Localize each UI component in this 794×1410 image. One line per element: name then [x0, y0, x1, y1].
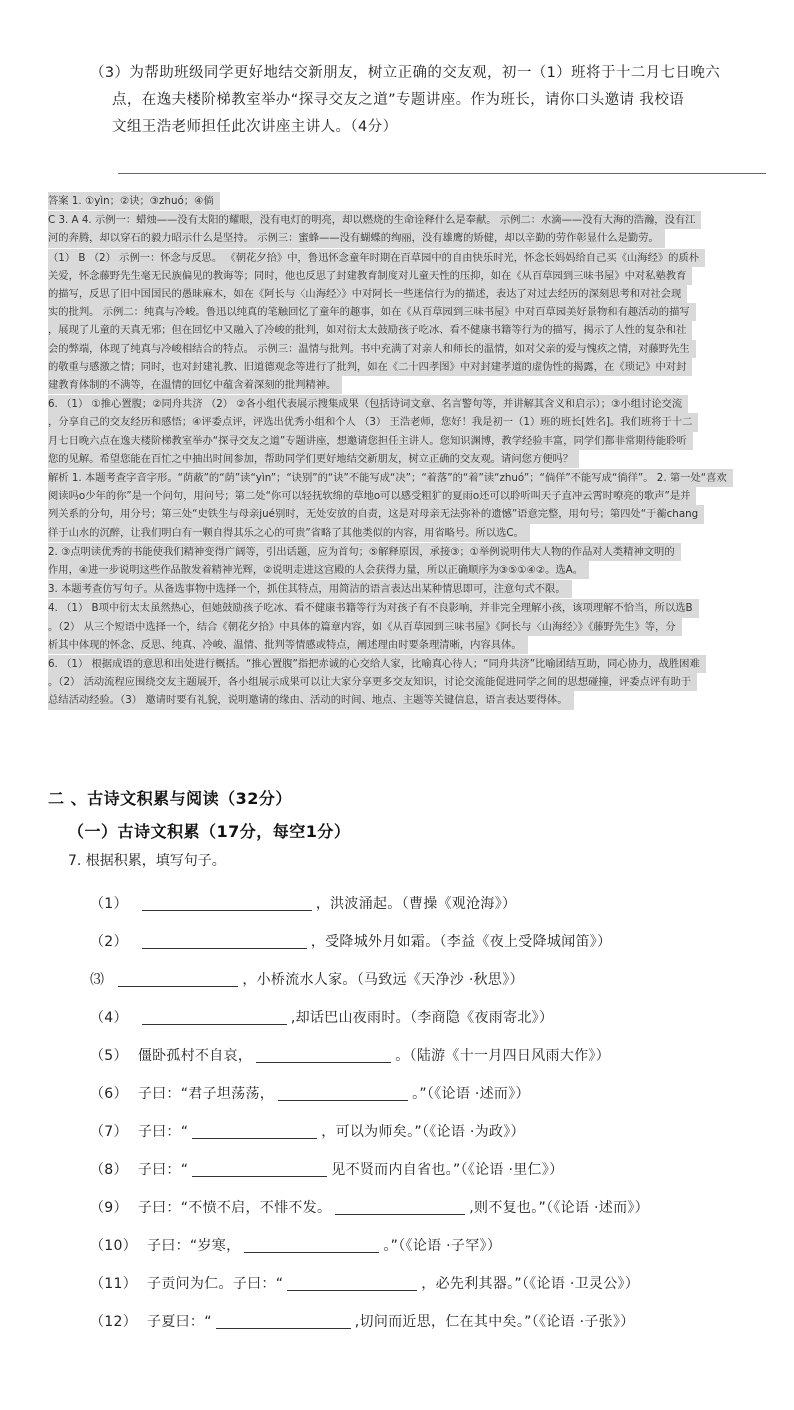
fill-in-item — [90, 1074, 790, 1112]
fill-in-item — [90, 1302, 790, 1340]
answer-text: ，展现了儿童的天真无邪；但在回忆中又融入了冷峻的批判，如对衍太太鼓励孩子吃冰、看不健康书籍等行为的描写，揭示了人性的复杂和社 — [48, 321, 692, 339]
item-number: （4） — [90, 1010, 128, 1026]
item-number: （12） — [90, 1314, 138, 1330]
fill-in-item — [90, 1112, 790, 1150]
answer-blank[interactable] — [192, 1162, 327, 1177]
answer-block — [48, 543, 794, 579]
item-prefix: 子贡问为仁。子曰：“ — [147, 1276, 284, 1292]
fill-in-item — [90, 1226, 790, 1264]
answer-text: 6. （1） ①推心置腹；②同舟共济 （2） ②各小组代表展示搜集成果（包括诗词文章、名言警句等，并讲解其含义和启示）；③小组讨论交流 — [48, 395, 688, 413]
answer-text: 会的弊端，体现了纯真与冷峻相结合的特点。 示例三：温情与批判。书中充满了对亲人和师长的温情，如对父亲的爱与愧疚之情，对藤野先生 — [48, 340, 696, 358]
item-suffix: 。（陆游《十一月四日风雨大作》） — [395, 1048, 611, 1064]
item-suffix: ，必先利其器。”（《论语 ·卫灵公》） — [421, 1276, 640, 1292]
answer-text: 列关系的分句，用分号；第三处“史铁生与母亲jué别时，无处安放的自责，这是对母亲无法弥补的遗憾”语意完整，用句号；第四处“于蘅chang — [48, 505, 704, 523]
answer-text: 作用，④进一步说明这些作品散发着精神光辉，②说明走进这宫殿的人会获得力量，所以正确顺序为③⑤①④②。选A。 — [48, 561, 589, 579]
question-3 — [90, 60, 790, 141]
answer-line — [48, 229, 794, 247]
answer-line — [48, 432, 794, 450]
answer-text: 。（2） 从三个短语中选择一个，结合《朝花夕拾》中具体的篇章内容，如《从百草园到三味书屋》《阿长与〈山海经〉》《藤野先生》等，分 — [48, 618, 682, 636]
answer-line — [48, 413, 794, 431]
question-3-line-3: 文组王浩老师担任此次讲座主讲人。（4分） — [112, 119, 398, 135]
item-suffix: 见不贤而内自省也。”（《论语 ·里仁》） — [331, 1162, 564, 1178]
item-number: （2） — [90, 934, 128, 950]
item-prefix: 子曰：“ — [137, 1162, 189, 1178]
answer-text: 3. 本题考查仿写句子。从备选事物中选择一个，抓住其特点，用简洁的语言表达出某种情思即可，注意句式不限。 — [48, 580, 572, 598]
answer-line — [48, 211, 794, 229]
answer-line — [48, 543, 794, 561]
answer-line — [48, 561, 794, 579]
item-suffix: ，受降城外月如霜。（李益《夜上受降城闻笛》） — [310, 934, 612, 950]
answer-line — [48, 636, 794, 654]
answer-line — [48, 395, 794, 413]
answer-text: 。（2） 活动流程应围绕交友主题展开，各小组展示成果可以让大家分享更多交友知识，讨论交流能促进同学之间的思想碰撞，评委点评有助于 — [48, 673, 697, 691]
answer-line — [48, 655, 794, 673]
answer-blank[interactable] — [335, 1200, 465, 1215]
answer-line — [48, 321, 794, 339]
item-number: （8） — [90, 1162, 128, 1178]
item-number: （11） — [90, 1276, 138, 1292]
answer-line — [48, 673, 794, 691]
answer-line — [48, 376, 794, 394]
answer-block — [48, 580, 794, 598]
answer-text: 解析 1. 本题考查字音字形。“荫蔽”的“荫”读“yìn”；“诀别”的“诀”不能写成“决”；“着落”的“着”读“zhuó”；“倘佯”不能写成“徜徉”。 2. 第一处“喜欢 — [48, 469, 733, 487]
answer-line — [48, 303, 794, 321]
fill-in-item — [90, 1264, 790, 1302]
answer-block — [48, 395, 794, 468]
answer-line — [48, 267, 794, 285]
answer-line — [48, 487, 794, 505]
item-prefix: 子曰：“君子坦荡荡， — [137, 1086, 275, 1102]
item-prefix: 子曰：“岁寒， — [147, 1238, 241, 1254]
subsection-1-title: （一）古诗文积累（17分，每空1分） — [68, 822, 351, 841]
item-number: （6） — [90, 1086, 128, 1102]
answer-block — [48, 469, 794, 542]
answer-line — [48, 599, 794, 617]
question-3-line-2: 点，在逸夫楼阶梯教室举办“探寻交友之道”专题讲座。作为班长，请你口头邀请 我校语 — [112, 92, 685, 108]
item-number: （9） — [90, 1200, 128, 1216]
answer-writing-line — [118, 173, 766, 174]
item-suffix: 。”（《论语 ·述而》） — [412, 1086, 530, 1102]
answer-text: 6. （1） 根据成语的意思和出处进行概括。“推心置腹”指把赤诚的心交给人家，比喻真心待人；“同舟共济”比喻团结互助，同心协力，战胜困难 — [48, 655, 706, 673]
answer-line — [48, 192, 794, 210]
answer-line — [48, 249, 794, 267]
fill-in-item — [90, 884, 790, 922]
answer-text: 总结活动经验。（3） 邀请时要有礼貌，说明邀请的缘由、活动的时间、地点、主题等关键信息，语言表达要得体。 — [48, 691, 574, 709]
answer-text: 析其中体现的怀念、反思、纯真、冷峻、温情、批判等情感或特点，阐述理由时要条理清晰，内容具体。 — [48, 636, 528, 654]
item-number: （5） — [90, 1048, 128, 1064]
answer-text: 河的奔腾，却以穿石的毅力昭示什么是坚持。 示例三：蜜蜂——没有蝴蝶的绚丽，没有雄鹰的矫健，却以辛勤的劳作彰显什么是勤劳。 — [48, 229, 665, 247]
answer-text: 建教育体制的不满等，在温情的回忆中蕴含着深刻的批判精神。 — [48, 376, 342, 394]
answer-text: 的敬重与感激之情；同时，也对封建礼教、旧道德观念等进行了批判，如在《二十四孝图》中对封建孝道的虚伪性的揭露，在《琐记》中对封 — [48, 358, 692, 376]
answer-blank[interactable] — [216, 1314, 351, 1329]
section-2-title: 二 、古诗文积累与阅读（32分） — [48, 789, 292, 808]
answer-blank[interactable] — [142, 934, 307, 949]
answer-text: 您的见解。希望您能在百忙之中抽出时间参加，帮助同学们更好地结交新朋友，树立正确的交友观。请问您方便吗？ — [48, 450, 579, 468]
answer-line — [48, 618, 794, 636]
answer-blank[interactable] — [244, 1238, 379, 1253]
item-number: （1） — [90, 896, 128, 912]
item-prefix: 子夏曰：“ — [147, 1314, 212, 1330]
answer-block — [48, 211, 794, 247]
answer-blank[interactable] — [118, 972, 238, 987]
answer-text: 4. （1） B项中衍太太虽然热心，但她鼓励孩子吃冰、看不健康书籍等行为对孩子有不良影响，并非完全理解小孩，该项理解不恰当，所以选B — [48, 599, 699, 617]
answer-block — [48, 599, 794, 654]
answer-text: 实的批判。 示例二：纯真与冷峻。鲁迅以纯真的笔触回忆了童年的趣事，如在《从百草园到三味书屋》中对百草园美好景物和有趣活动的描写 — [48, 303, 696, 321]
fill-in-item — [90, 998, 790, 1036]
answer-line — [48, 469, 794, 487]
item-prefix: 僵卧孤村不自哀， — [137, 1048, 253, 1064]
answer-text: ，分享自己的交友经历和感悟；④评委点评，评选出优秀小组和个人 （3） 王浩老师，您好！我是初一（1）班的班长[姓名]。我们班将于十二 — [48, 413, 698, 431]
item-suffix: ,则不复也。”（《论语 ·述而》） — [469, 1200, 649, 1216]
item-suffix: ，小桥流水人家。（马致远《天净沙 ·秋思》） — [242, 972, 524, 988]
item-number: （7） — [90, 1124, 128, 1140]
fill-in-item — [90, 1036, 790, 1074]
item-suffix: ，洪波涌起。（曹操《观沧海》） — [315, 896, 517, 912]
fill-in-list — [90, 884, 790, 1340]
answer-text: 的描写，反思了旧中国国民的愚昧麻木，如在《阿长与〈山海经〉》中对阿长一些迷信行为的描述，表达了对过去经历的深刻思考和对社会现 — [48, 285, 687, 303]
answer-text: （1） B （2） 示例一：怀念与反思。 《朝花夕拾》中，鲁迅怀念童年时期在百草园中的自由快乐时光，怀念长妈妈给自己买《山海经》的质朴 — [48, 249, 705, 267]
answer-line — [48, 285, 794, 303]
answer-text: 答案 1. ①yìn；②诀；③zhuó；④倘 — [48, 192, 220, 210]
answer-line — [48, 580, 794, 598]
fill-in-item — [90, 1188, 790, 1226]
fill-in-item — [90, 1150, 790, 1188]
answer-text: C 3. A 4. 示例一：蜡烛——没有太阳的耀眼，没有电灯的明亮，却以燃烧的生命诠释什么是奉献。 示例二：水滴——没有大海的浩瀚，没有江 — [48, 211, 701, 229]
fill-in-item — [90, 922, 790, 960]
answer-text: 徉于山水的沉醉，让我们明白有一颗自得其乐之心的可贵”省略了其他类似的内容，用省略号。所以选C。 — [48, 524, 530, 542]
item-suffix: ，可以为师矣。”（《论语 ·为政》） — [321, 1124, 525, 1140]
answer-blank[interactable] — [256, 1048, 391, 1063]
fill-in-item — [90, 960, 790, 998]
answer-text: 月七日晚六点在逸夫楼阶梯教室举办“探寻交友之道”专题讲座，想邀请您担任主讲人。您知识渊博，教学经验丰富，同学们都非常期待能聆听 — [48, 432, 693, 450]
answer-blank[interactable] — [142, 1010, 287, 1025]
answer-block — [48, 192, 794, 210]
item-number: （10） — [90, 1238, 138, 1254]
item-prefix: 子曰：“不愤不启，不悱不发。 — [137, 1200, 332, 1216]
question-3-line-1: （3）为帮助班级同学更好地结交新朋友，树立正确的交友观，初一（1）班将于十二月七日晚六 — [90, 65, 721, 81]
answer-line — [48, 691, 794, 709]
answer-text: 阅读吗o少年的你”是一个问句，用问号；第二处“你可以轻抚软绵的草地o可以感受粗犷的夏雨o还可以聆听叫天子直冲云霄时嘹亮的歌声”是并 — [48, 487, 696, 505]
item-suffix: ,切问而近思，仁在其中矣。”（《论语 ·子张》） — [354, 1314, 635, 1330]
answer-blank[interactable] — [278, 1086, 408, 1101]
item-suffix: 。”（《论语 ·子罕》） — [383, 1238, 502, 1254]
answer-text: 关爱，怀念藤野先生毫无民族偏见的教诲等；同时，他也反思了封建教育制度对儿童天性的压抑，如在《从百草园到三味书屋》中对私塾教育 — [48, 267, 692, 285]
answer-line — [48, 340, 794, 358]
answer-line — [48, 524, 794, 542]
answer-block — [48, 655, 794, 710]
question-7-prompt: 7. 根据积累，填写句子。 — [68, 853, 226, 869]
answer-line — [48, 358, 794, 376]
answer-line — [48, 505, 794, 523]
answer-text: 2. ③点明读优秀的书能使我们精神变得广阔等，引出话题，应为首句；⑤解释原因，承接③；①举例说明伟大人物的作品对人类精神文明的 — [48, 543, 681, 561]
answer-blank[interactable] — [287, 1276, 417, 1291]
item-suffix: ,却话巴山夜雨时。（李商隐《夜雨寄北》） — [290, 1010, 554, 1026]
answer-key — [48, 192, 794, 711]
answer-line — [48, 450, 794, 468]
answer-blank[interactable] — [192, 1124, 317, 1139]
item-prefix: 子曰：“ — [137, 1124, 189, 1140]
answer-blank[interactable] — [142, 896, 312, 911]
answer-block — [48, 249, 794, 395]
item-number: ⑶ — [90, 972, 105, 988]
